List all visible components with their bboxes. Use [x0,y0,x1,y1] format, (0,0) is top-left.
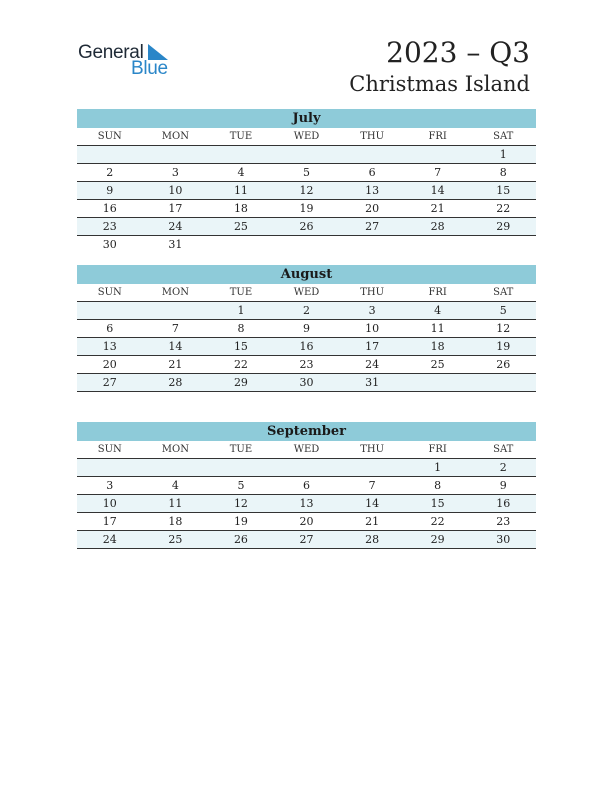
day-cell: 2 [499,461,507,474]
day-cell: 27 [365,220,380,233]
day-cell: 9 [106,184,114,197]
weekday-label: THU [360,444,385,455]
day-cell: 22 [430,515,445,528]
day-cell: 23 [299,358,314,371]
logo [78,40,178,80]
weekday-label: SAT [493,131,514,142]
day-cell: 13 [365,184,380,197]
day-cell: 12 [233,497,248,510]
weekday-label: TUE [229,287,253,298]
day-cell [339,146,405,163]
day-cell [274,146,340,163]
day-cell: 23 [102,220,117,233]
day-cell: 22 [496,202,511,215]
day-cell: 6 [106,322,114,335]
weekday-label: THU [360,131,385,142]
day-cell [77,459,143,476]
day-cell: 27 [102,376,117,389]
day-cell: 21 [430,202,445,215]
day-cell [405,236,471,253]
day-cell: 9 [499,479,507,492]
day-cell [208,236,274,253]
month-september [77,422,536,549]
day-cell: 28 [168,376,183,389]
day-cell: 5 [499,304,507,317]
day-cell: 2 [106,166,114,179]
weekday-header-row [77,284,536,302]
day-cell: 25 [168,533,183,546]
day-cell [274,236,340,253]
week-row [77,236,536,253]
weekday-label: SAT [493,287,514,298]
logo-blue-text: Blue [131,58,168,79]
day-cell: 4 [171,479,179,492]
weekday-header-row [77,128,536,146]
day-cell: 8 [499,166,507,179]
day-cell: 1 [434,461,442,474]
weekday-label: MON [161,131,189,142]
day-cell: 13 [102,340,117,353]
month-title: July [77,109,536,128]
day-cell: 22 [233,358,248,371]
day-cell: 27 [299,533,314,546]
day-cell: 4 [237,166,245,179]
day-cell: 3 [368,304,376,317]
week-row [77,320,536,338]
day-cell: 15 [233,340,248,353]
day-cell [405,146,471,163]
day-cell: 26 [496,358,511,371]
day-cell: 30 [496,533,511,546]
day-cell: 11 [233,184,248,197]
day-cell: 18 [233,202,248,215]
week-row [77,459,536,477]
month-title: September [77,422,536,441]
day-cell: 1 [499,148,507,161]
day-cell: 23 [496,515,511,528]
weekday-label: MON [161,287,189,298]
weekday-label: FRI [428,444,447,455]
day-cell: 3 [106,479,114,492]
day-cell: 26 [299,220,314,233]
day-cell: 20 [299,515,314,528]
day-cell: 17 [365,340,380,353]
weekday-label: MON [161,444,189,455]
day-cell: 10 [168,184,183,197]
day-cell: 29 [233,376,248,389]
day-cell: 6 [303,479,311,492]
day-cell: 5 [303,166,311,179]
weekday-label: FRI [428,131,447,142]
day-cell: 19 [496,340,511,353]
day-cell [77,302,143,319]
weekday-header-row [77,441,536,459]
day-cell [470,236,536,253]
day-cell: 24 [102,533,117,546]
month-july [77,109,536,253]
day-cell: 8 [237,322,245,335]
week-row [77,374,536,392]
day-cell: 29 [496,220,511,233]
day-cell: 16 [496,497,511,510]
day-cell [77,146,143,163]
day-cell: 13 [299,497,314,510]
day-cell: 17 [102,515,117,528]
day-cell: 6 [368,166,376,179]
day-cell: 20 [365,202,380,215]
day-cell [470,374,536,391]
day-cell: 28 [430,220,445,233]
day-cell: 7 [171,322,179,335]
day-cell: 12 [299,184,314,197]
week-row [77,164,536,182]
day-cell: 5 [237,479,245,492]
day-cell: 21 [365,515,380,528]
day-cell: 16 [299,340,314,353]
week-row [77,146,536,164]
weekday-label: FRI [428,287,447,298]
day-cell [208,146,274,163]
day-cell: 15 [430,497,445,510]
week-row [77,513,536,531]
weekday-label: SUN [97,131,122,142]
day-cell: 12 [496,322,511,335]
day-cell: 30 [299,376,314,389]
weekday-label: SAT [493,444,514,455]
day-cell [274,459,340,476]
day-cell: 17 [168,202,183,215]
day-cell: 18 [430,340,445,353]
day-cell: 1 [237,304,245,317]
day-cell: 14 [168,340,183,353]
day-cell: 31 [168,238,183,251]
weekday-label: TUE [229,444,253,455]
month-title: August [77,265,536,284]
day-cell: 19 [233,515,248,528]
day-cell: 15 [496,184,511,197]
week-row [77,477,536,495]
day-cell: 3 [171,166,179,179]
day-cell [143,146,209,163]
week-row [77,495,536,513]
week-row [77,218,536,236]
day-cell: 8 [434,479,442,492]
day-cell: 30 [102,238,117,251]
day-cell: 24 [365,358,380,371]
day-cell: 16 [102,202,117,215]
weekday-label: SUN [97,287,122,298]
weekday-label: TUE [229,131,253,142]
week-row [77,200,536,218]
day-cell: 14 [430,184,445,197]
day-cell: 10 [102,497,117,510]
month-august [77,265,536,392]
weekday-label: THU [360,287,385,298]
weekday-label: SUN [97,444,122,455]
day-cell: 31 [365,376,380,389]
page-title: 2023 – Q3 [386,36,530,69]
weekday-label: WED [293,444,320,455]
day-cell: 11 [168,497,183,510]
day-cell: 21 [168,358,183,371]
day-cell [339,459,405,476]
day-cell: 9 [303,322,311,335]
week-row [77,182,536,200]
week-row [77,356,536,374]
day-cell: 25 [233,220,248,233]
day-cell: 20 [102,358,117,371]
day-cell [208,459,274,476]
day-cell [143,459,209,476]
day-cell: 7 [434,166,442,179]
week-row [77,531,536,549]
day-cell: 19 [299,202,314,215]
day-cell: 25 [430,358,445,371]
week-row [77,302,536,320]
logo-general-text: General [78,42,144,63]
day-cell: 29 [430,533,445,546]
weekday-label: WED [293,131,320,142]
day-cell: 26 [233,533,248,546]
week-row [77,338,536,356]
day-cell: 2 [303,304,311,317]
day-cell: 28 [365,533,380,546]
day-cell: 14 [365,497,380,510]
day-cell [405,374,471,391]
day-cell: 24 [168,220,183,233]
day-cell: 10 [365,322,380,335]
page-subtitle: Christmas Island [349,72,530,96]
day-cell: 7 [368,479,376,492]
day-cell [339,236,405,253]
day-cell: 18 [168,515,183,528]
day-cell: 11 [430,322,445,335]
weekday-label: WED [293,287,320,298]
day-cell [143,302,209,319]
day-cell: 4 [434,304,442,317]
